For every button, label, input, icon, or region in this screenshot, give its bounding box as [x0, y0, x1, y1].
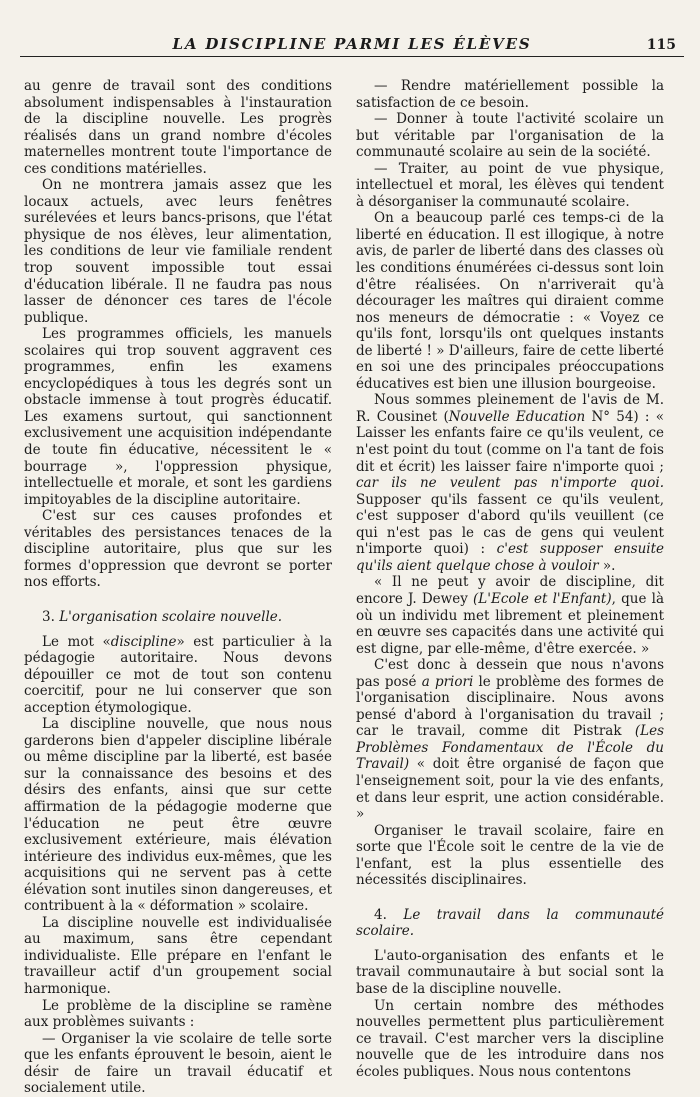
text-run: Supposer qu'ils fassent ce qu'ils veulent, c'est supposer d'abord qu'ils veuillent (ce qui n'est pas le cas de gens qui veulent n'importe quoi) :	[356, 491, 664, 558]
emphasis: (Les Problèmes Fondamentaux de l'École du Travail)	[356, 723, 664, 773]
paragraph: On ne montrera jamais assez que les locaux actuels, avec leurs fenêtres surélevées et leurs bancs-prisons, que l'état physique de nos élèves, leur alimentation, les conditions de leur vie familiale rendent trop souvent impossible tout essai d'éducation libérale. Il ne faudra pas nous lasser de dénoncer ces tares de l'école publique.	[24, 177, 332, 326]
paragraph: Le problème de la discipline se ramène aux problèmes suivants :	[24, 997, 332, 1031]
text-run: « Il ne peut y avoir de discipline, dit encore J. Dewey	[356, 574, 664, 607]
running-title: LA DISCIPLINE PARMI LES ÉLÈVES	[172, 35, 532, 53]
paragraph: La discipline nouvelle, que nous nous garderons bien d'appeler discipline libérale ou même discipline par la liberté, est basée sur la connaissance des besoins et des désirs des enfants, ainsi que sur cette affirmation de la pédagogie moderne que l'éducation ne peut être œuvre exclusivement extérieure, mais élévation intérieure des individus eux-mêmes, que les acquisitions qui ne servent pas à cette élévation sont inutiles sinon dangereuses, et contribuent à la « déformation » scolaire.	[24, 716, 332, 915]
page-header	[20, 30, 684, 57]
text-run: C'est donc à dessein que nous n'avons pas posé	[356, 657, 664, 690]
paragraph: — Traiter, au point de vue physique, intellectuel et moral, les élèves qui tendent à désorganiser la communauté scolaire.	[356, 160, 664, 210]
text-run: » est particulier à la pédagogie autoritaire. Nous devons dépouiller ce mot de tout son contenu coercitif, pour ne lui conserver que son acception étymologique.	[24, 633, 332, 716]
page-number: 115	[646, 37, 676, 53]
section-title: L'organisation scolaire nouvelle.	[59, 608, 283, 625]
paragraph	[356, 574, 664, 657]
paragraph	[356, 657, 664, 822]
section-number: 3.	[42, 608, 55, 625]
emphasis: car ils ne veulent pas n'importe quoi.	[356, 475, 664, 492]
text-run: Le mot «	[42, 633, 111, 650]
right-column	[356, 78, 664, 1080]
text-run: , que là où un individu met librement et pleinement en œuvre ses capacités dans une activité qui est digne, par elle-même, d'être exercée. »	[356, 590, 665, 657]
emphasis: Nouvelle Education	[448, 408, 586, 425]
paragraph: Les programmes officiels, les manuels scolaires qui trop souvent aggravent ces programmes, enfin les examens encyclopédiques à tous les degrés sont un obstacle immense à tout progrès éducatif. Les examens surtout, qui sanctionnent exclusivement une acquisition indépendante de toute fin éducative, nécessitent le « bourrage », l'oppression physique, intellectuelle et morale, et sont les gardiens impitoyables de la discipline autoritaire.	[24, 326, 332, 508]
text-run: le problème des formes de l'organisation disciplinaire. Nous avons pensé d'abord à l'organisation du travail ; car le travail, comme dit Pistrak	[356, 673, 664, 740]
paragraph: Un certain nombre des méthodes nouvelles permettent plus particulièrement ce travail. C'est marcher vers la discipline nouvelle que de les introduire dans nos écoles publiques. Nous nous contentons	[356, 997, 664, 1080]
emphasis: a priori	[421, 673, 474, 690]
section-heading-4	[356, 907, 664, 940]
emphasis: discipline	[110, 633, 177, 650]
paragraph: au genre de travail sont des conditions absolument indispensables à l'instauration de la discipline nouvelle. Les progrès réalisés dans un grand nombre d'écoles maternelles montrent toute l'importance de ces conditions matérielles.	[24, 78, 332, 177]
text-run: N° 54) : « Laisser les enfants faire ce qu'ils veulent, ce n'est point du tout (comme on l'a tant de fois dit et écrit) les laisser faire n'importe quoi ;	[356, 408, 664, 475]
emphasis: (L'Ecole et l'Enfant)	[473, 590, 612, 607]
paragraph: — Organiser la vie scolaire de telle sorte que les enfants éprouvent le besoin, aient le désir de faire un travail éducatif et socialement utile.	[24, 1030, 332, 1097]
text-run: Nous sommes pleinement de l'avis de M. R. Cousinet (	[356, 392, 664, 425]
paragraph: Organiser le travail scolaire, faire en sorte que l'École soit le centre de la vie de l'enfant, est la plus essentielle des nécessités disciplinaires.	[356, 822, 664, 889]
paragraph: On a beaucoup parlé ces temps-ci de la liberté en éducation. Il est illogique, à notre avis, de parler de liberté dans des classes où les conditions énumérées ci-dessus sont loin d'être réalisées. On n'arriverait qu'à décourager les maîtres qui diraient comme nos meneurs de démocratie : « Voyez ce qu'ils font, lorsqu'ils ont quelques instants de liberté ! » D'ailleurs, faire de cette liberté en soi une des principales préoccupations éducatives est bien une illusion bourgeoise.	[356, 210, 664, 392]
paragraph	[356, 392, 664, 574]
section-number: 4.	[374, 906, 387, 923]
paragraph	[24, 634, 332, 717]
paragraph: — Rendre matériellement possible la satisfaction de ce besoin.	[356, 78, 664, 111]
paragraph: La discipline nouvelle est individualisée au maximum, sans être cependant individualiste. Elle prépare en l'enfant le travailleur actif d'un groupement social harmonique.	[24, 914, 332, 997]
paragraph: — Donner à toute l'activité scolaire un but véritable par l'organisation de la communauté scolaire au sein de la société.	[356, 111, 664, 161]
emphasis: c'est supposer ensuite qu'ils aient quelque chose à vouloir	[356, 541, 664, 574]
left-column	[24, 78, 332, 1097]
paragraph: C'est sur ces causes profondes et véritables des persistances tenaces de la discipline autoritaire, plus que sur les formes d'oppression que devront se porter nos efforts.	[24, 508, 332, 591]
text-run: ».	[598, 557, 616, 574]
text-run: « doit être organisé de façon que l'enseignement soit, pour la vie des enfants, et dans leur esprit, une action considérable. »	[356, 756, 664, 823]
section-heading-3	[24, 609, 332, 626]
section-title: Le travail dans la communauté scolaire.	[356, 906, 664, 940]
paragraph: L'auto-organisation des enfants et le travail communautaire à but social sont la base de la discipline nouvelle.	[356, 947, 664, 997]
